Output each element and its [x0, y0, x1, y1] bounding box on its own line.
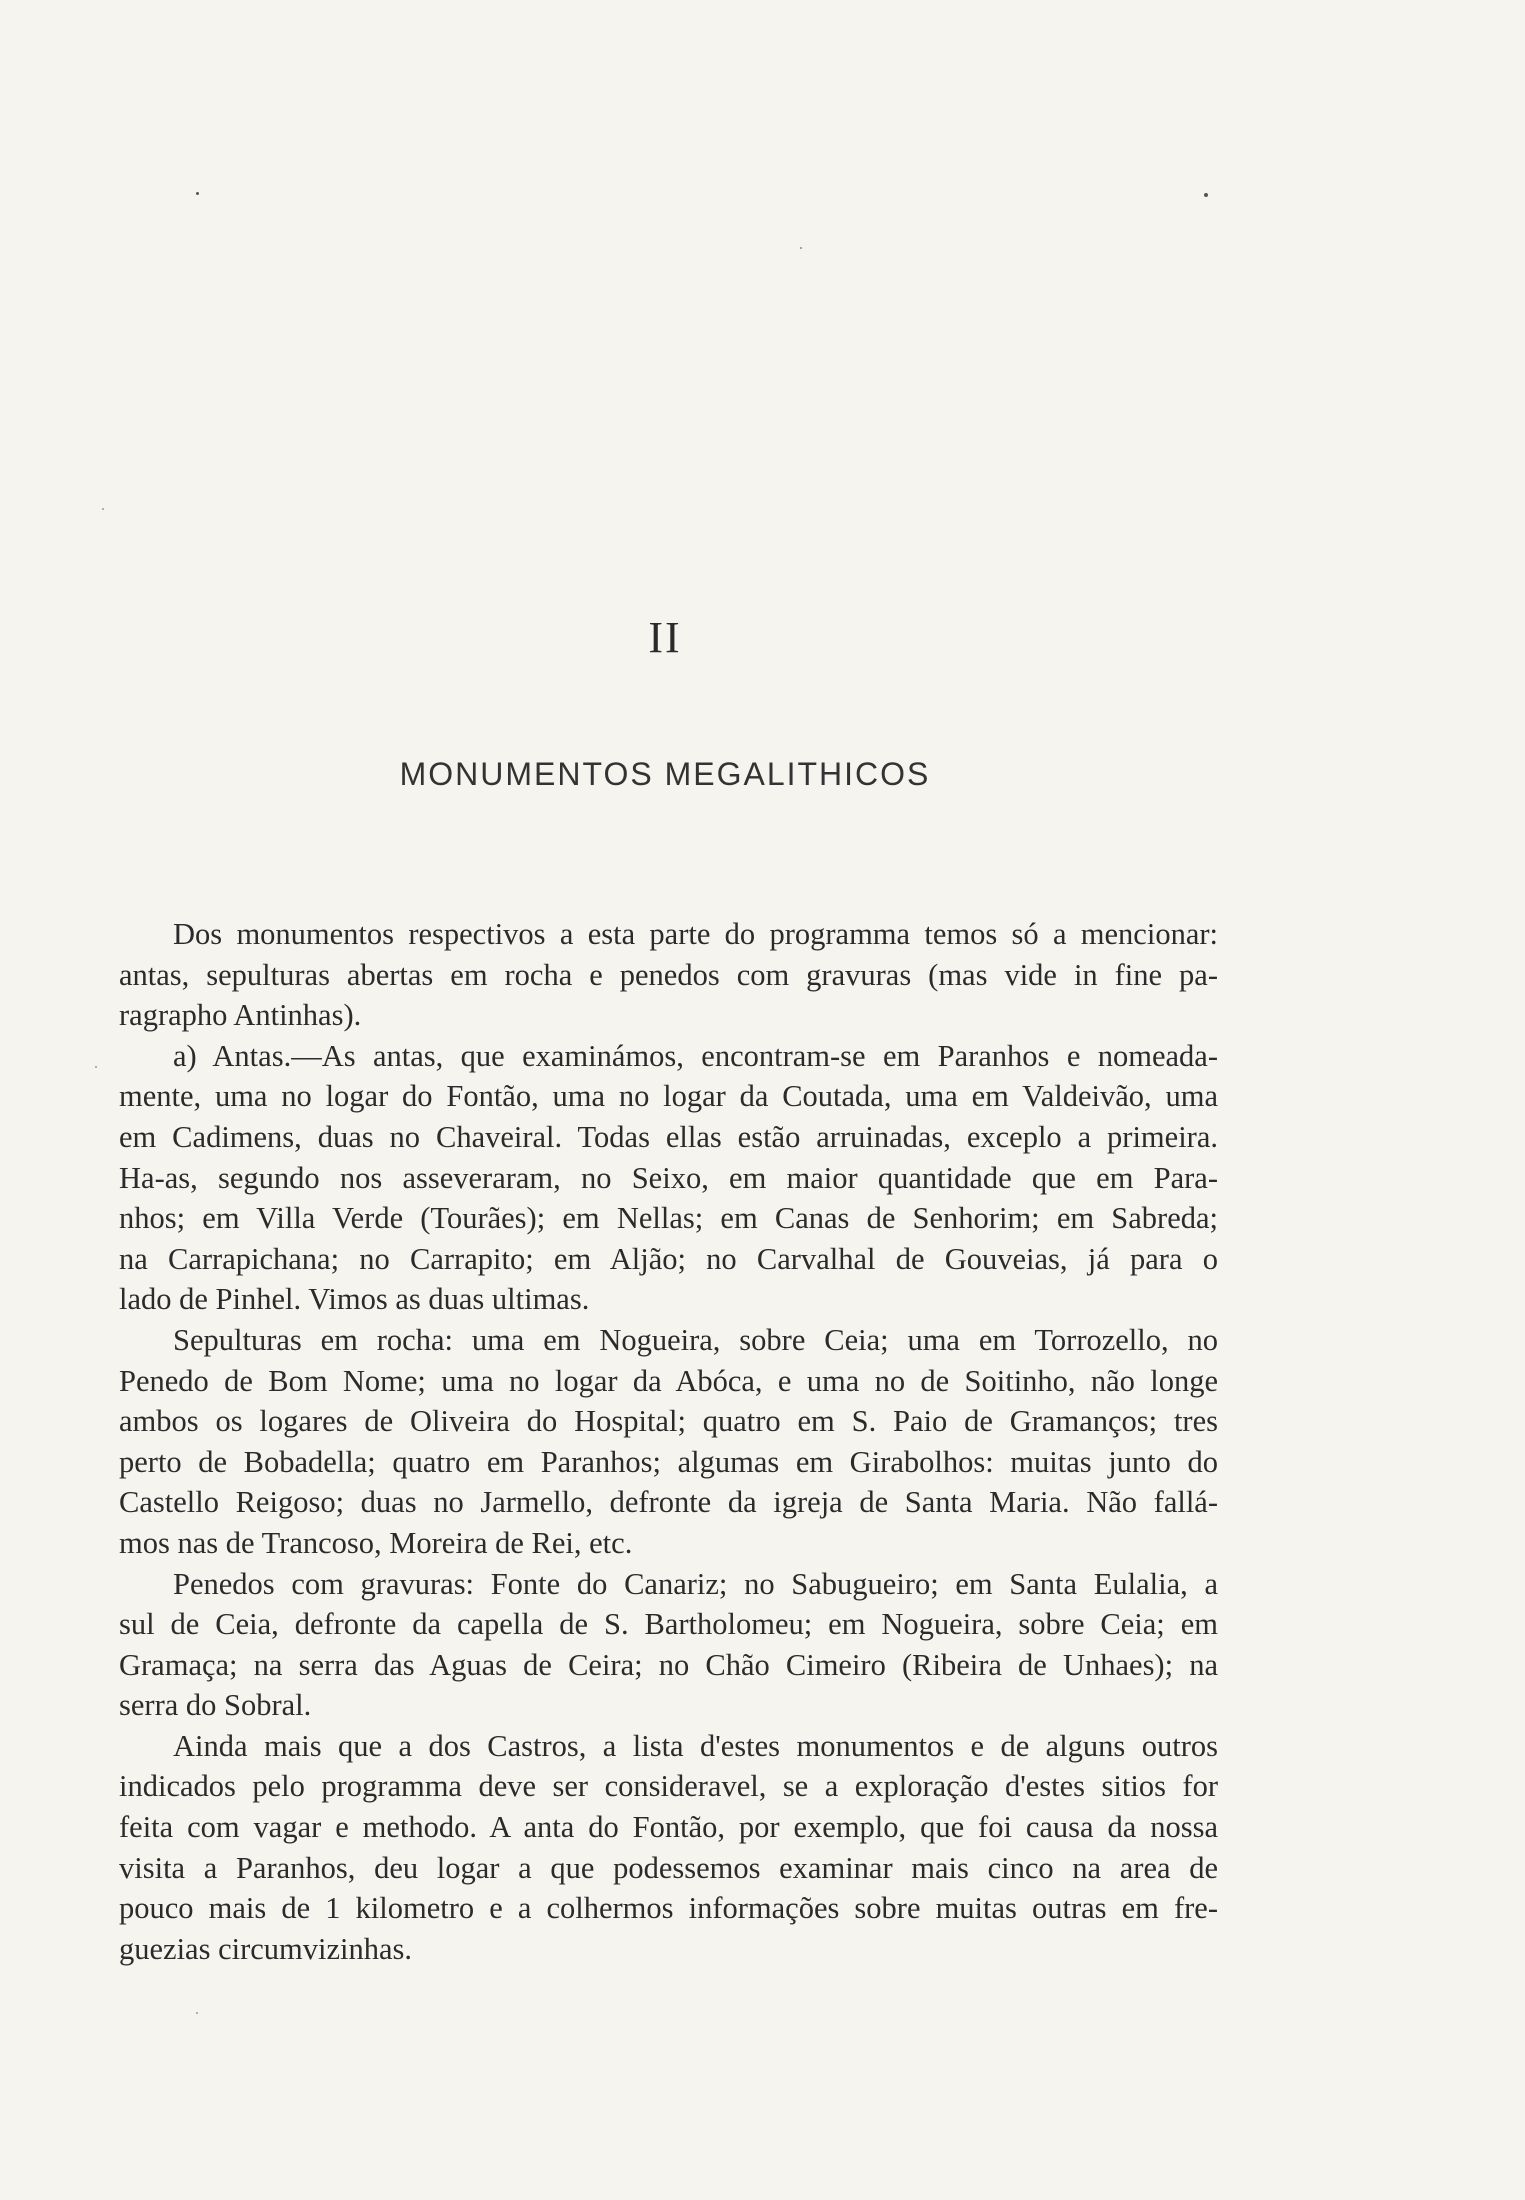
- text-line: Gramaça; na serra das Aguas de Ceira; no Chão Cimeiro (Ribeira de Unhaes); na: [119, 1647, 1218, 1682]
- text-line: ambos os logares de Oliveira do Hospital; quatro em S. Paio de Gramanços; tres: [119, 1404, 1218, 1439]
- body-text: [119, 914, 1218, 1969]
- chapter-number: II: [648, 613, 682, 662]
- print-speck: [1204, 193, 1208, 197]
- text-line: feita com vagar e methodo. A anta do Fontão, por exemplo, que foi causa da nossa: [119, 1810, 1218, 1845]
- text-line: ragrapho Antinhas).: [119, 998, 362, 1033]
- text-line: a) Antas.—As antas, que examinámos, encontram-se em Paranhos e nomeada-: [173, 1038, 1218, 1073]
- text-line: mente, uma no logar do Fontão, uma no logar da Coutada, uma em Valdeivão, uma: [119, 1079, 1218, 1114]
- text-line: lado de Pinhel. Vimos as duas ultimas.: [119, 1282, 590, 1317]
- text-line: perto de Bobadella; quatro em Paranhos; algumas em Girabolhos: muitas junto do: [119, 1444, 1218, 1479]
- text-line: indicados pelo programma deve ser consideravel, se a exploração d'estes sitios for: [119, 1769, 1218, 1804]
- text-line: Ha-as, segundo nos asseveraram, no Seixo, em maior quantidade que em Para-: [119, 1160, 1218, 1195]
- text-line: Penedos com gravuras: Fonte do Canariz; no Sabugueiro; em Santa Eulalia, a: [173, 1566, 1218, 1601]
- text-line: sul de Ceia, defronte da capella de S. Bartholomeu; em Nogueira, sobre Ceia; em: [119, 1607, 1218, 1642]
- text-line: Dos monumentos respectivos a esta parte do programma temos só a mencionar:: [173, 917, 1218, 951]
- print-speck: [102, 508, 104, 510]
- text-line: Ainda mais que a dos Castros, a lista d'estes monumentos e de alguns outros: [173, 1728, 1218, 1763]
- text-line: em Cadimens, duas no Chaveiral. Todas ellas estão arruinadas, exceplo a primeira.: [119, 1119, 1218, 1154]
- text-line: na Carrapichana; no Carrapito; em Aljão; no Carvalhal de Gouveias, já para o: [119, 1241, 1218, 1276]
- print-speck: [800, 247, 802, 249]
- text-line: antas, sepulturas abertas em rocha e penedos com gravuras (mas vide in fine pa-: [119, 957, 1218, 992]
- text-line: nhos; em Villa Verde (Tourães); em Nellas; em Canas de Senhorim; em Sabreda;: [119, 1201, 1218, 1236]
- print-speck: [196, 2012, 198, 2014]
- text-line: serra do Sobral.: [119, 1688, 312, 1723]
- print-speck: [95, 1066, 97, 1068]
- text-line: Castello Reigoso; duas no Jarmello, defronte da igreja de Santa Maria. Não fallá-: [119, 1485, 1218, 1520]
- text-line: guezias circumvizinhas.: [119, 1931, 413, 1966]
- print-speck: [196, 192, 199, 195]
- text-line: Sepulturas em rocha: uma em Nogueira, sobre Ceia; uma em Torrozello, no: [173, 1322, 1218, 1357]
- text-line: pouco mais de 1 kilometro e a colhermos informações sobre muitas outras em fre-: [119, 1891, 1218, 1926]
- text-line: mos nas de Trancoso, Moreira de Rei, etc.: [119, 1525, 633, 1560]
- chapter-title: MONUMENTOS MEGALITHICOS: [399, 756, 931, 792]
- text-line: Penedo de Bom Nome; uma no logar da Abóca, e uma no de Soitinho, não longe: [119, 1363, 1218, 1398]
- text-line: visita a Paranhos, deu logar a que podessemos examinar mais cinco na area de: [119, 1850, 1218, 1885]
